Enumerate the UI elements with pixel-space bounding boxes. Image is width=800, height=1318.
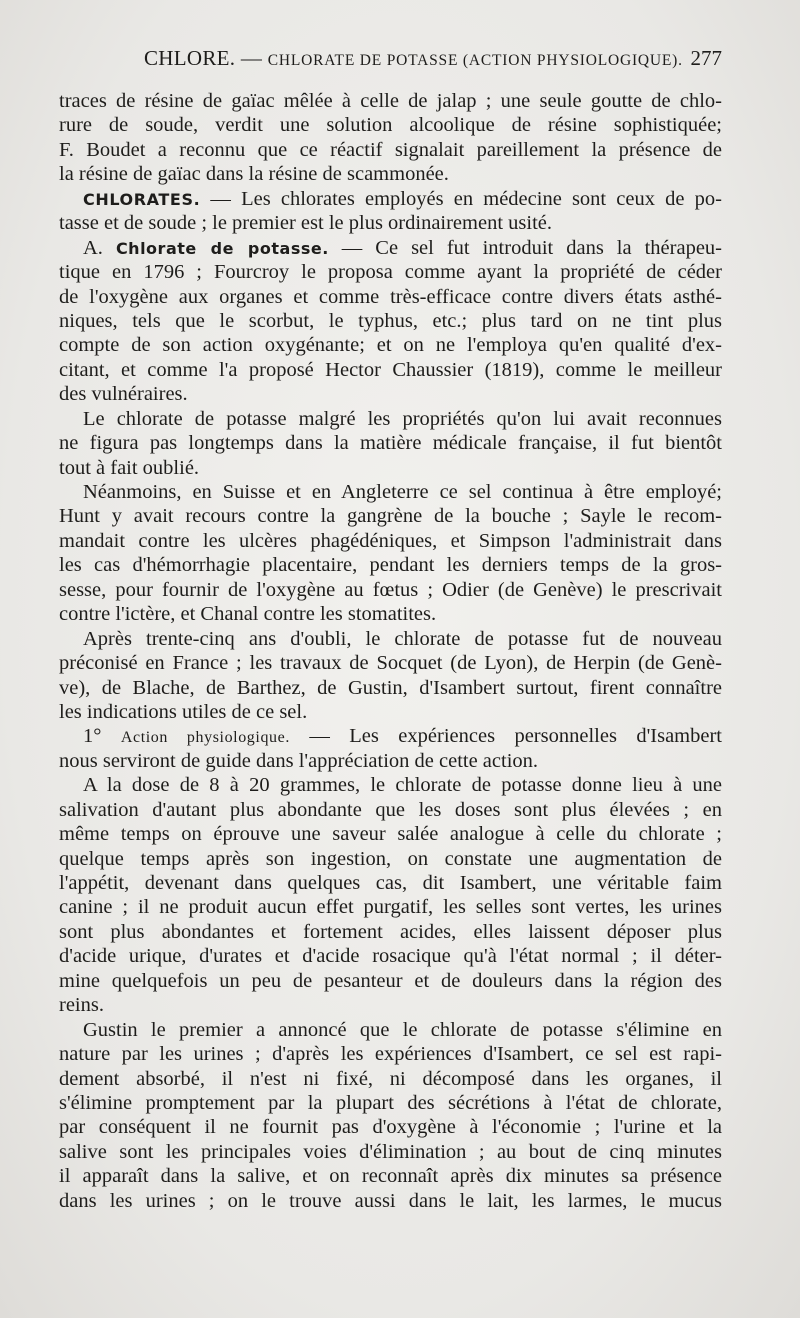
text-line	[59, 1140, 722, 1164]
text-line	[59, 1091, 722, 1115]
text-line	[59, 847, 722, 871]
text-line	[59, 285, 722, 309]
text-line	[59, 895, 722, 919]
text-line	[59, 187, 722, 211]
section-heading: Chlorate de potasse.	[115, 238, 329, 258]
line-text: — Les chlorates employés en médecine sont ceux de po-	[200, 187, 722, 210]
text-line	[59, 113, 722, 137]
text-line	[59, 993, 722, 1017]
text-line	[59, 1018, 722, 1042]
text-line	[59, 309, 722, 333]
text-line	[59, 602, 722, 626]
text-line	[59, 651, 722, 675]
line-text: Après trente-cinq ans d'oubli, le chlorate de potasse fut de nouveau	[83, 627, 722, 650]
text-line	[59, 700, 722, 724]
line-text: niques, tels que le scorbut, le typhus, etc.; plus tard on ne tint plus	[59, 309, 722, 332]
line-text: salivation d'autant plus abondante que les doses sont plus élevées ; en	[59, 798, 722, 821]
line-text: il apparaît dans la salive, et on reconnaît après dix minutes sa présence	[59, 1165, 722, 1188]
text-line	[59, 1189, 722, 1213]
text-line	[59, 1164, 722, 1188]
text-line	[59, 333, 722, 357]
text-line	[59, 89, 722, 113]
text-line	[59, 944, 722, 968]
line-text: Gustin le premier a annoncé que le chlorate de potasse s'élimine en	[83, 1018, 722, 1041]
text-line	[59, 358, 722, 382]
running-title-sub: CHLORATE DE POTASSE (ACTION PHYSIOLOGIQUE).	[267, 52, 683, 69]
line-text: ne figura pas longtemps dans la matière médicale française, il fut bientôt	[59, 432, 722, 455]
line-text: tasse et de soude ; le premier est le plus ordinairement usité.	[59, 212, 552, 235]
line-text: nous serviront de guide dans l'appréciation de cette action.	[59, 749, 539, 772]
line-text: nature par les urines ; d'après les expériences d'Isambert, ce sel est rapi-	[59, 1043, 722, 1066]
text-line	[59, 969, 722, 993]
line-text: quelque temps après son ingestion, on constate une augmentation de	[59, 847, 722, 870]
line-text: tout à fait oublié.	[59, 456, 200, 479]
line-text: les indications utiles de ce sel.	[59, 700, 308, 723]
line-text: salive sont les principales voies d'élimination ; au bout de cinq minutes	[59, 1140, 722, 1163]
line-text: reins.	[59, 994, 104, 1017]
section-heading: CHLORATES.	[83, 189, 201, 209]
text-line	[59, 578, 722, 602]
text-line	[59, 1115, 722, 1139]
text-line	[59, 407, 722, 431]
text-line	[59, 211, 722, 235]
line-text: — Ce sel fut introduit dans la thérapeu-	[328, 236, 722, 259]
line-text: Néanmoins, en Suisse et en Angleterre ce sel continua à être employé;	[83, 481, 722, 503]
text-line	[59, 456, 722, 480]
line-text: mandait contre les ulcères phagédéniques, et Simpson l'administrait dans	[59, 529, 722, 552]
line-text: — Les expériences personnelles d'Isambert	[289, 725, 722, 748]
line-text: s'élimine promptement par la plupart des sécrétions à l'état de chlorate,	[59, 1091, 722, 1114]
body-text	[59, 89, 722, 1213]
line-text: sesse, pour fournir de l'oxygène au fœtus ; Odier (de Genève) le prescrivait	[59, 578, 722, 601]
text-line	[59, 822, 722, 846]
line-text: préconisé en France ; les travaux de Socquet (de Lyon), de Herpin (de Genè-	[59, 652, 722, 675]
line-text: l'appétit, devenant dans quelques cas, dit Isambert, une véritable faim	[59, 872, 722, 894]
text-line	[59, 382, 722, 406]
line-text: sont plus abondantes et fortement acides, elles laissent déposer plus	[59, 920, 722, 943]
text-line	[59, 676, 722, 700]
text-line	[59, 553, 722, 577]
text-line	[59, 798, 722, 822]
line-text: les cas d'hémorrhagie placentaire, pendant les derniers temps de la gros-	[59, 554, 722, 577]
line-text: traces de résine de gaïac mêlée à celle de jalap ; une seule goutte de chlo-	[59, 90, 722, 112]
text-line	[59, 724, 722, 748]
line-text: ve), de Blache, de Barthez, de Gustin, d'Isambert surtout, firent connaître	[59, 676, 722, 699]
text-line	[59, 162, 722, 186]
line-prefix: A.	[83, 236, 116, 259]
text-line	[59, 773, 722, 797]
text-line	[59, 431, 722, 455]
line-text: la résine de gaïac dans la résine de scammonée.	[59, 163, 449, 186]
page-number: 277	[690, 46, 722, 70]
line-text: rure de soude, verdit une solution alcoolique de résine sophistiquée;	[59, 114, 722, 137]
section-heading: Action physiologique.	[120, 729, 290, 747]
line-text: citant, et comme l'a proposé Hector Chaussier (1819), comme le meilleur	[59, 358, 722, 381]
line-text: Le chlorate de potasse malgré les propriétés qu'on lui avait reconnues	[83, 407, 722, 430]
line-text: F. Boudet a reconnu que ce réactif signalait pareillement la présence de	[59, 138, 722, 161]
line-text: canine ; il ne produit aucun effet purgatif, les selles sont vertes, les urines	[59, 896, 722, 919]
running-title-main: CHLORE. —	[144, 46, 268, 70]
line-text: des vulnéraires.	[59, 383, 188, 406]
line-text: compte de son action oxygénante; et on ne l'employa qu'en qualité d'ex-	[59, 334, 722, 357]
running-header	[60, 46, 722, 76]
line-prefix: 1°	[83, 725, 121, 748]
line-text: contre l'ictère, et Chanal contre les stomatites.	[59, 603, 437, 626]
line-text: de l'oxygène aux organes et comme très-efficace contre divers états asthé-	[59, 285, 722, 308]
text-line	[59, 1042, 722, 1066]
text-line	[59, 260, 722, 284]
line-text: dement absorbé, il n'est ni fixé, ni décomposé dans les organes, il	[59, 1067, 722, 1090]
text-line	[59, 236, 722, 260]
text-line	[59, 627, 722, 651]
line-text: Hunt y avait recours contre la gangrène de la bouche ; Sayle le recom-	[59, 505, 722, 528]
text-line	[59, 529, 722, 553]
text-line	[59, 920, 722, 944]
line-text: dans les urines ; on le trouve aussi dans le lait, les larmes, le mucus	[59, 1189, 722, 1212]
line-text: même temps on éprouve une saveur salée analogue à celle du chlorate ;	[59, 823, 722, 846]
text-line	[59, 871, 722, 895]
line-text: A la dose de 8 à 20 grammes, le chlorate de potasse donne lieu à une	[83, 774, 722, 797]
line-text: par conséquent il ne fournit pas d'oxygène à l'économie ; l'urine et la	[59, 1116, 722, 1139]
text-line	[59, 1067, 722, 1091]
text-line	[59, 480, 722, 504]
line-text: d'acide urique, d'urates et d'acide rosacique qu'à l'état normal ; il déter-	[59, 945, 722, 968]
line-text: mine quelquefois un peu de pesanteur et de douleurs dans la région des	[59, 969, 722, 992]
line-text: tique en 1796 ; Fourcroy le proposa comme ayant la propriété de céder	[59, 261, 722, 284]
text-line	[59, 749, 722, 773]
text-line	[59, 138, 722, 162]
text-line	[59, 504, 722, 528]
running-title	[144, 46, 683, 71]
